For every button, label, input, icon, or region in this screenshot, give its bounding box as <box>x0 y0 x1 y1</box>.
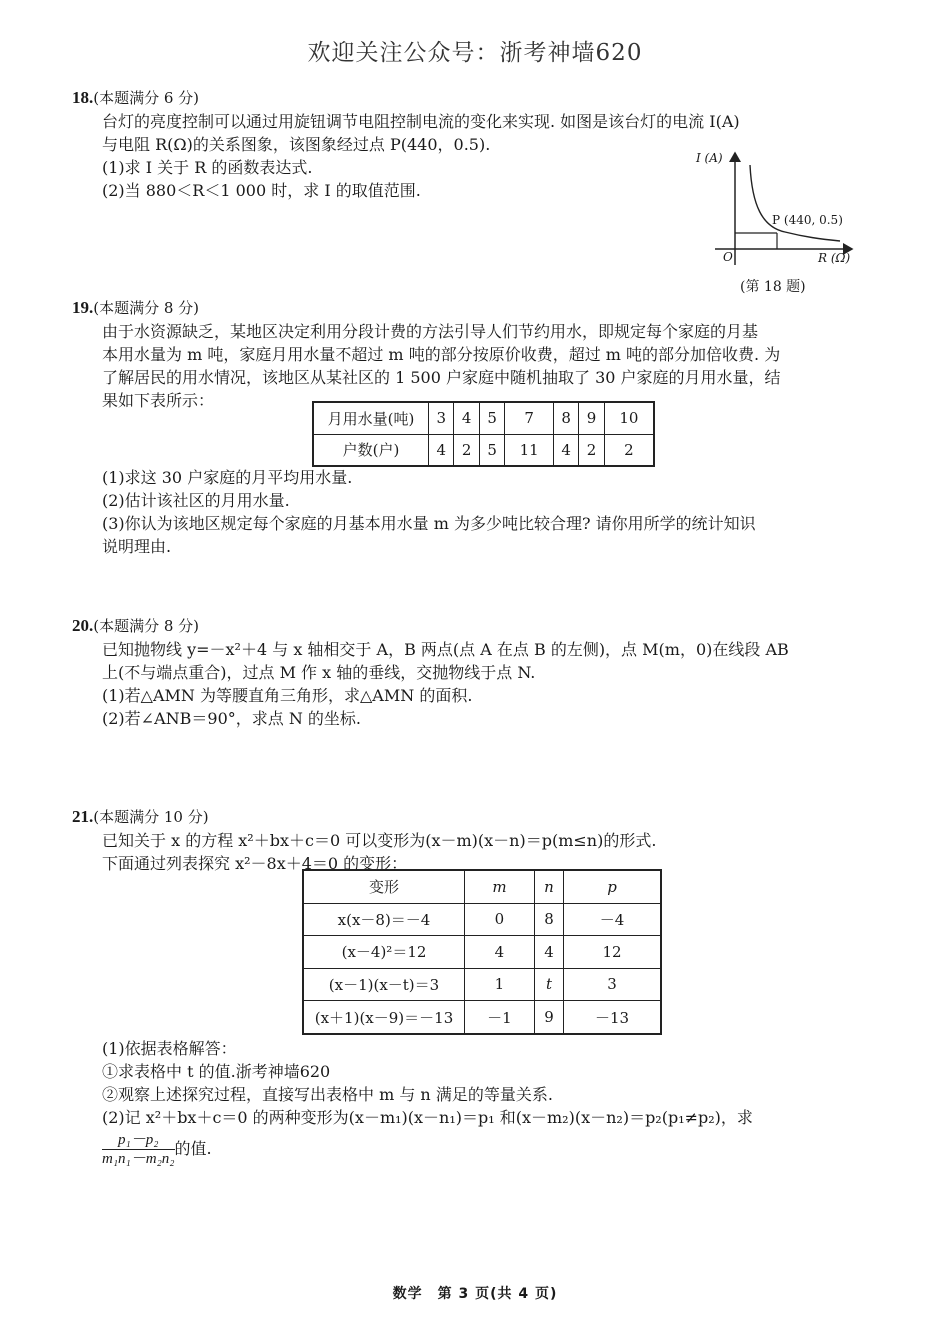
question-21 <box>72 805 872 875</box>
table-cell: 10 <box>604 402 654 434</box>
question-part: (1)求这 30 户家庭的月平均用水量. <box>102 468 353 487</box>
question-points: (本题满分 8 分) <box>93 617 200 635</box>
table-cell: 7 <box>505 402 554 434</box>
question-19 <box>72 296 872 412</box>
question-20 <box>72 614 872 730</box>
table-row <box>313 434 654 466</box>
table-cell: t <box>534 968 563 1001</box>
table-cell: (x＋1)(x－9)＝－13 <box>303 1001 465 1034</box>
figure-caption: (第 18 题) <box>740 279 806 295</box>
question-part: 说明理由. <box>102 537 172 556</box>
table-cell: 3 <box>429 402 454 434</box>
column-header: n <box>534 870 563 903</box>
question-text: 由于水资源缺乏，某地区决定利用分段计费的方法引导人们节约用水，即规定每个家庭的月基 <box>102 322 759 341</box>
table-cell: 4 <box>534 936 563 969</box>
table-row <box>303 968 661 1001</box>
fraction-denominator: m₁n₁－m₂n₂ <box>102 1151 175 1167</box>
question-text: 台灯的亮度控制可以通过用旋钮调节电阻控制电流的变化来实现. 如图是该台灯的电流 I(A) <box>102 112 740 131</box>
question-text: 果如下表所示： <box>102 391 215 410</box>
question-text: 本用水量为 m 吨，家庭月用水量不超过 m 吨的部分按原价收费，超过 m 吨的部分加倍收费. 为 <box>102 345 781 364</box>
fraction-numerator: p₁－p₂ <box>102 1131 175 1150</box>
q18-figure <box>690 145 880 300</box>
table-cell: 9 <box>579 402 604 434</box>
table-row <box>303 936 661 969</box>
table-cell: 2 <box>604 434 654 466</box>
question-number: 20. <box>72 616 94 635</box>
question-number: 19. <box>72 298 94 317</box>
y-axis-label: I (A) <box>696 151 723 165</box>
page-footer: 数学 第 3 页(共 4 页) <box>392 1286 558 1302</box>
table-cell: 1 <box>465 968 535 1001</box>
row-header: 户数(户) <box>313 434 429 466</box>
column-header: 变形 <box>303 870 465 903</box>
question-part: ②观察上述探究过程，直接写出表格中 m 与 n 满足的等量关系. <box>102 1085 553 1104</box>
table-cell: －4 <box>564 903 661 936</box>
question-part: (1)依据表格解答： <box>102 1039 237 1058</box>
table-header-row <box>303 870 661 903</box>
x-axis-label: R (Ω) <box>818 251 851 265</box>
question-part: (1)求 I 关于 R 的函数表达式. <box>102 158 313 177</box>
table-cell: 4 <box>553 434 578 466</box>
table-cell: 9 <box>534 1001 563 1034</box>
water-usage-table <box>312 401 655 467</box>
table-cell: 8 <box>553 402 578 434</box>
question-part: (2)当 880＜R＜1 000 时，求 I 的取值范围. <box>102 181 421 200</box>
question-text: 已知关于 x 的方程 x²＋bx＋c＝0 可以变形为(x－m)(x－n)＝p(m≤n)的形式. <box>102 831 657 850</box>
table-cell: (x－4)²＝12 <box>303 936 465 969</box>
table-cell: (x－1)(x－t)＝3 <box>303 968 465 1001</box>
table-cell: 2 <box>454 434 479 466</box>
fraction-expression <box>102 1131 175 1168</box>
question-text: 上(不与端点重合)，过点 M 作 x 轴的垂线，交抛物线于点 N. <box>102 663 536 682</box>
question-21-parts <box>72 1037 872 1168</box>
question-points: (本题满分 6 分) <box>93 89 200 107</box>
question-part: (2)估计该社区的月用水量. <box>102 491 290 510</box>
point-label: P (440, 0.5) <box>772 213 843 227</box>
row-header: 月用水量(吨) <box>313 402 429 434</box>
question-part: ①求表格中 t 的值.浙考神墙620 <box>102 1062 331 1081</box>
question-points: (本题满分 10 分) <box>93 808 209 826</box>
table-cell: 3 <box>564 968 661 1001</box>
table-cell: 2 <box>579 434 604 466</box>
question-part: (3)你认为该地区规定每个家庭的月基本用水量 m 为多少吨比较合理? 请你用所学的统计知识 <box>102 514 756 533</box>
question-text: 了解居民的用水情况，该地区从某社区的 1 500 户家庭中随机抽取了 30 户家庭的月用水量，结 <box>102 368 781 387</box>
table-cell: x(x－8)＝－4 <box>303 903 465 936</box>
question-number: 18. <box>72 88 94 107</box>
question-part: (2)若∠ANB＝90°，求点 N 的坐标. <box>102 709 362 728</box>
table-cell: 11 <box>505 434 554 466</box>
question-points: (本题满分 8 分) <box>93 299 200 317</box>
question-19-parts <box>72 466 872 558</box>
table-cell: 8 <box>534 903 563 936</box>
table-row <box>313 402 654 434</box>
question-text: 已知抛物线 y=－x²＋4 与 x 轴相交于 A，B 两点(点 A 在点 B 的左侧)，点 M(m，0)在线段 AB <box>102 640 789 659</box>
fraction-suffix: 的值. <box>174 1139 212 1158</box>
column-header: p <box>564 870 661 903</box>
table-cell: －13 <box>564 1001 661 1034</box>
table-cell: 4 <box>429 434 454 466</box>
question-part: (1)若△AMN 为等腰直角三角形，求△AMN 的面积. <box>102 686 473 705</box>
table-cell: 0 <box>465 903 535 936</box>
question-number: 21. <box>72 807 94 826</box>
question-part: (2)记 x²＋bx＋c＝0 的两种变形为(x－m₁)(x－n₁)＝p₁ 和(x－m₂)(x－n₂)＝p₂(p₁≠p₂)，求 <box>102 1108 753 1127</box>
table-cell: 4 <box>454 402 479 434</box>
table-cell: 5 <box>479 402 504 434</box>
column-header: m <box>465 870 535 903</box>
table-row <box>303 903 661 936</box>
question-text: 下面通过列表探究 x²－8x＋4＝0 的变形： <box>102 854 408 873</box>
table-cell: 4 <box>465 936 535 969</box>
transformation-table <box>302 869 662 1035</box>
table-cell: －1 <box>465 1001 535 1034</box>
question-text: 与电阻 R(Ω)的关系图象，该图象经过点 P(440，0.5). <box>102 135 491 154</box>
watermark-banner: 欢迎关注公众号：浙考神墙620 <box>307 40 643 66</box>
table-row <box>303 1001 661 1034</box>
curve <box>750 165 840 241</box>
table-cell: 5 <box>479 434 504 466</box>
origin-label: O <box>723 250 733 264</box>
table-cell: 12 <box>564 936 661 969</box>
